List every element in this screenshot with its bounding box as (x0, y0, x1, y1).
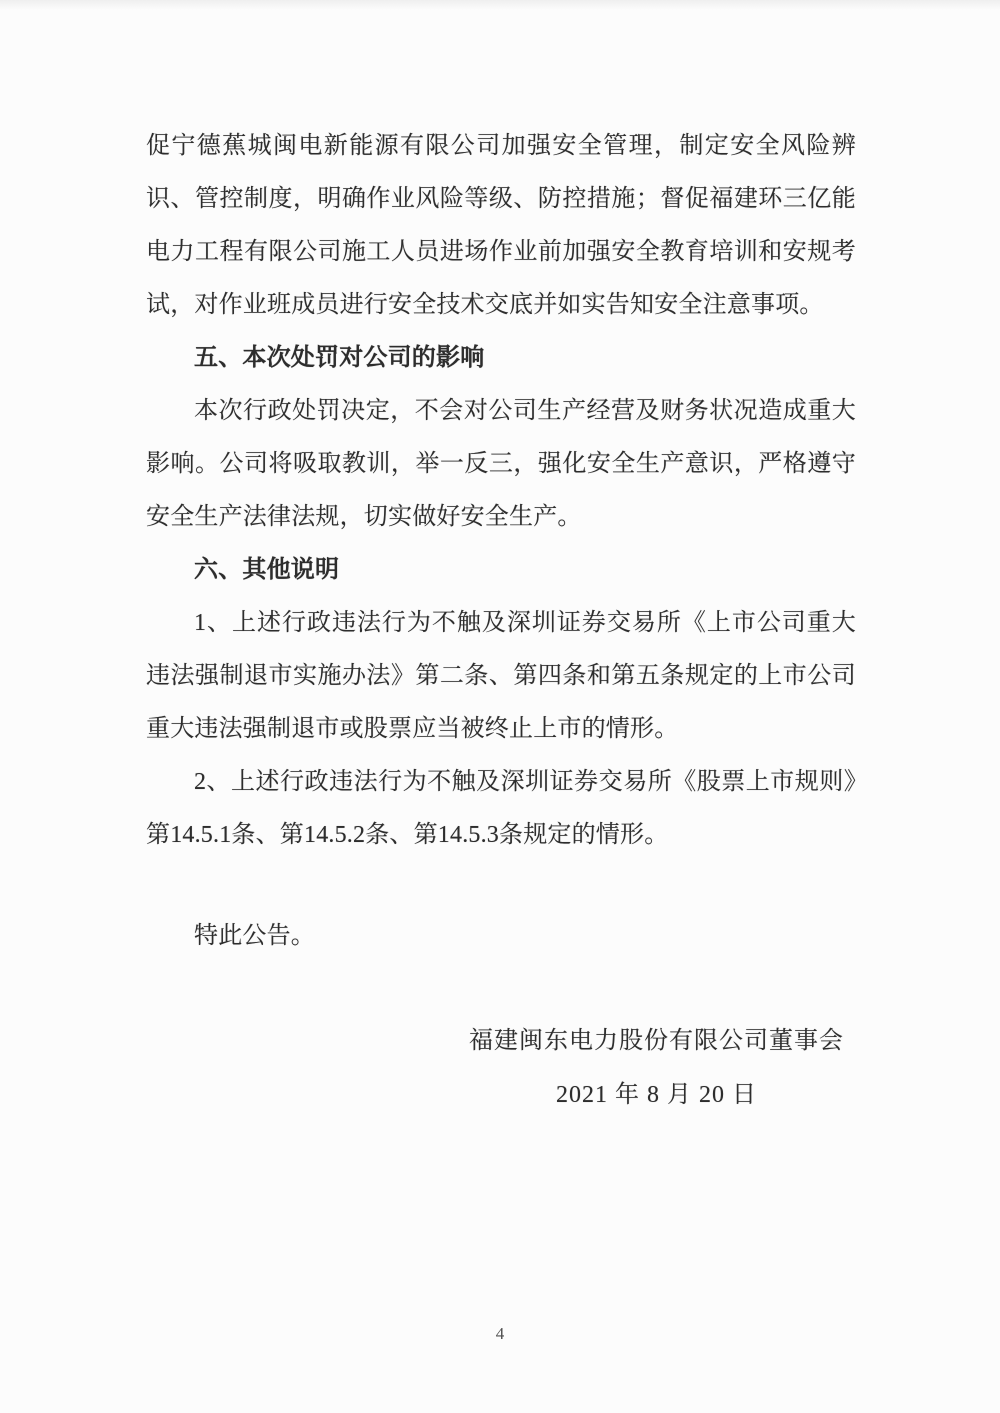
paragraph-other-note-2: 2、上述行政违法行为不触及深圳证券交易所《股票上市规则》第14.5.1条、第14.5.2条、第14.5.3条规定的情形。 (146, 769, 856, 848)
paragraph-continuation: 促宁德蕉城闽电新能源有限公司加强安全管理，制定安全风险辨识、管控制度，明确作业风险等级、防控措施；督促福建环三亿能电力工程有限公司施工人员进场作业前加强安全教育培训和安规考试，对作业班成员进行安全技术交底并如实告知安全注意事项。 (146, 133, 856, 318)
page-number: 4 (495, 1324, 505, 1343)
section-heading-five: 五、本次处罚对公司的影响 (194, 345, 485, 371)
scan-artifact (0, 0, 1000, 10)
signature-company: 福建闽东电力股份有限公司董事会 (469, 1028, 844, 1054)
signature-block (469, 1015, 844, 1123)
closing-statement: 特此公告。 (194, 923, 315, 949)
section-heading-six: 六、其他说明 (194, 557, 340, 583)
paragraph-other-note-1: 1、上述行政违法行为不触及深圳证券交易所《上市公司重大违法强制退市实施办法》第二条、第四条和第五条规定的上市公司重大违法强制退市或股票应当被终止上市的情形。 (146, 610, 856, 742)
document-body (146, 120, 856, 1123)
paragraph-impact: 本次行政处罚决定，不会对公司生产经营及财务状况造成重大影响。公司将吸取教训，举一反三，强化安全生产意识，严格遵守安全生产法律法规，切实做好安全生产。 (146, 398, 856, 530)
signature-date: 2021 年 8 月 20 日 (556, 1082, 757, 1108)
